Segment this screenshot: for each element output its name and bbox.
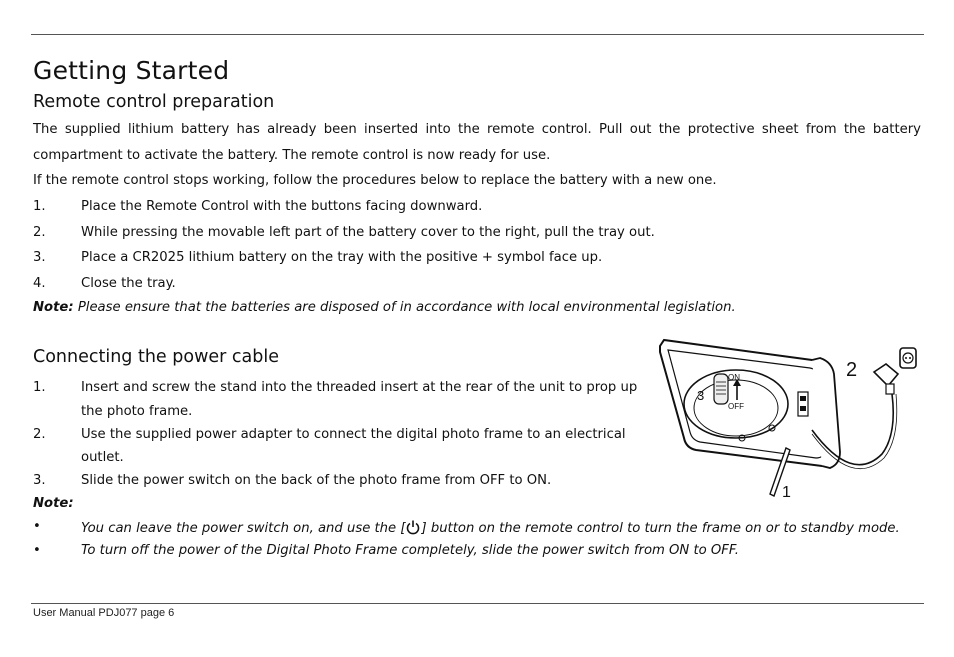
bullet-text: To turn off the power of the Digital Photo Frame completely, slide the power switch from ON to OFF. (81, 543, 739, 558)
power-icon (405, 519, 421, 535)
switch-off-label: OFF (728, 402, 744, 411)
list-item-number: 1. (33, 380, 46, 395)
list-item-text: Close the tray. (81, 276, 176, 291)
bullet-text (81, 519, 900, 536)
list-item-text-cont: the photo frame. (81, 404, 193, 419)
list-item-number: 3. (33, 250, 46, 265)
label-1: 1 (782, 484, 791, 501)
bottom-rule (31, 603, 924, 604)
power-switch (714, 374, 728, 404)
page-title: Getting Started (33, 56, 230, 85)
list-item-number: 3. (33, 473, 46, 488)
paragraph-line: compartment to activate the battery. The remote control is now ready for use. (33, 148, 551, 163)
list-item-number: 2. (33, 427, 46, 442)
page-footer: User Manual PDJ077 page 6 (33, 607, 175, 619)
paragraph-line: The supplied lithium battery has already been inserted into the remote control. Pull out the protective sheet from the battery (33, 122, 921, 137)
bullet-text-after: ] button on the remote control to turn the frame on or to standby mode. (421, 521, 900, 536)
label-2: 2 (846, 359, 858, 381)
list-item-text: Place the Remote Control with the buttons facing downward. (81, 199, 483, 214)
list-item-number: 4. (33, 276, 46, 291)
list-item-text: Slide the power switch on the back of the photo frame from OFF to ON. (81, 473, 552, 488)
list-item-text: Insert and screw the stand into the threaded insert at the rear of the unit to prop up (81, 380, 638, 395)
note-text: Please ensure that the batteries are disposed of in accordance with local environmental legislation. (77, 300, 736, 315)
bullet-text-before: You can leave the power switch on, and use the [ (81, 521, 406, 536)
section-heading-power: Connecting the power cable (33, 347, 279, 367)
bullet-symbol: • (33, 519, 41, 534)
note-label: Note: (33, 496, 74, 511)
list-item-number: 1. (33, 199, 46, 214)
photo-frame-illustration (652, 334, 924, 504)
label-3: 3 (697, 388, 705, 403)
power-adapter (874, 364, 898, 386)
switch-on-label: ON (728, 373, 740, 382)
list-item-number: 2. (33, 225, 46, 240)
top-rule (31, 34, 924, 35)
note-label: Note: (33, 300, 74, 315)
list-item-text: While pressing the movable left part of the battery cover to the right, pull the tray out. (81, 225, 655, 240)
section-heading-remote: Remote control preparation (33, 92, 275, 112)
list-item-text-cont: outlet. (81, 450, 124, 465)
list-item-text: Use the supplied power adapter to connect the digital photo frame to an electrical (81, 427, 626, 442)
bullet-symbol: • (33, 543, 41, 558)
battery-note (33, 300, 736, 315)
list-item-text: Place a CR2025 lithium battery on the tray with the positive + symbol face up. (81, 250, 603, 265)
paragraph: If the remote control stops working, follow the procedures below to replace the battery with a new one. (33, 173, 717, 188)
